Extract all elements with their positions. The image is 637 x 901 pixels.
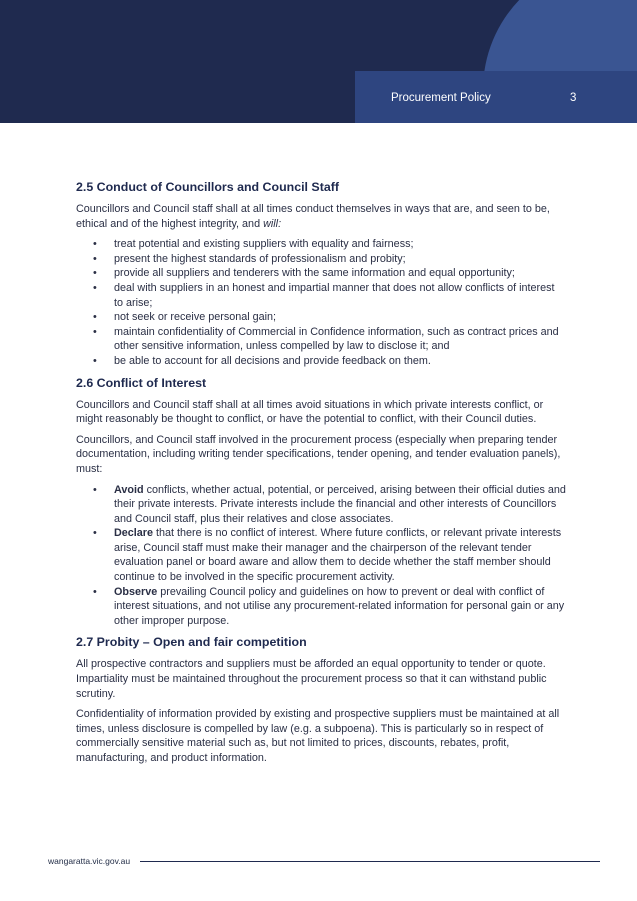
section-heading: 2.6 Conflict of Interest [76, 375, 207, 390]
list-item: • not seek or receive personal gain; [76, 310, 566, 325]
list-item: • Observe prevailing Council policy and guidelines on how to prevent or deal with conflict of interest situations, and not utilise any procurement-related information for personal gain or any other improper purpose. [76, 585, 566, 629]
paragraph: Councillors, and Council staff involved in the procurement process (especially when preparing tender documentation, including writing tender specifications, tender opening, and tender evaluation panels), must: [76, 433, 561, 475]
list-item-keyword: Declare [114, 527, 154, 540]
list-item: • Declare that there is no conflict of interest. Where future conflicts, or relevant private interests arise, Council staff must make their manager and the chairperson of the relevant tender evaluation panel or board aware and allow them to decide whether the staff member should continue to be involved in the specific procurement activity. [76, 526, 566, 584]
document-title: Procurement Policy [391, 92, 491, 104]
list-item: • Avoid conflicts, whether actual, potential, or perceived, arising between their official duties and their private interests. Private interests include the financial and other interests of Councillors and Council staff, plus their relatives and close associates. [76, 483, 566, 527]
conflict-list [76, 483, 566, 629]
section-2-6 [76, 375, 566, 629]
list-item-keyword: Observe [114, 585, 158, 598]
footer-divider [140, 861, 600, 862]
conduct-list [76, 237, 566, 368]
section-intro: Councillors and Council staff shall at all times conduct themselves in ways that are, and seen to be, ethical and of the highest integrity, and will: [76, 203, 550, 230]
section-2-5 [76, 179, 566, 369]
list-item: • present the highest standards of professionalism and probity; [76, 252, 566, 267]
page-header [0, 0, 637, 123]
section-heading: 2.7 Probity – Open and fair competition [76, 635, 307, 650]
page-content [76, 179, 566, 772]
list-item: • maintain confidentiality of Commercial in Confidence information, such as contract prices and other sensitive information, unless compelled by law to disclose it; and [76, 325, 566, 354]
list-item: • be able to account for all decisions and provide feedback on them. [76, 354, 566, 369]
section-2-7 [76, 634, 566, 765]
paragraph: All prospective contractors and suppliers must be afforded an equal opportunity to tender or quote. Impartiality must be maintained throughout the procurement process so that it can withstand public scrutiny. [76, 658, 547, 700]
footer-website-link[interactable]: wangaratta.vic.gov.au [48, 856, 131, 866]
section-heading: 2.5 Conduct of Councillors and Council Staff [76, 180, 339, 194]
list-item: • deal with suppliers in an honest and impartial manner that does not allow conflicts of interest to arise; [76, 281, 566, 310]
paragraph: Councillors and Council staff shall at all times avoid situations in which private interests conflict, or might reasonably be thought to conflict, or have the potential to conflict, with their Council duties. [76, 398, 544, 426]
intro-emphasis: will: [263, 217, 282, 230]
list-item-keyword: Avoid [114, 483, 144, 496]
paragraph: Confidentiality of information provided by existing and prospective suppliers must be maintained at all times, unless disclosure is compelled by law (e.g. a subpoena). This is particularly so in respect of commercially sensitive material such as, but not limited to prices, discounts, rebates, profit, manufacturing, and product information. [76, 708, 560, 764]
list-item: • treat potential and existing suppliers with equality and fairness; [76, 237, 566, 252]
list-item: • provide all suppliers and tenderers with the same information and equal opportunity; [76, 266, 566, 281]
page-number: 3 [570, 92, 577, 104]
